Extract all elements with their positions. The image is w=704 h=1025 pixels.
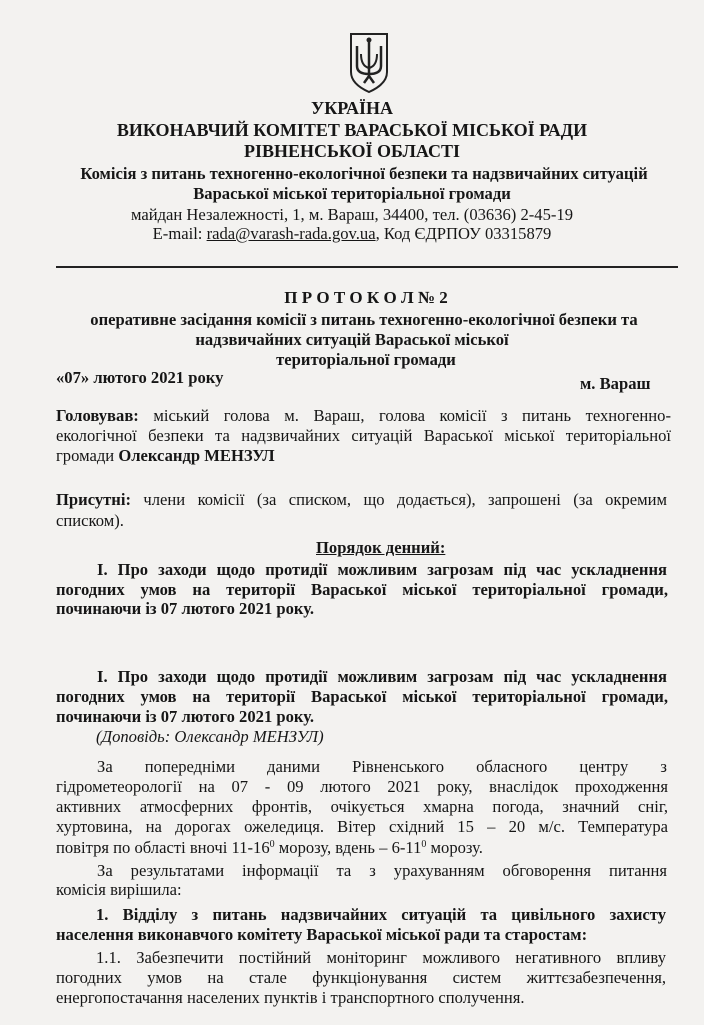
para1-line-3: активних атмосферних фронтів, очікується хмарна погода, значний сніг, bbox=[56, 797, 668, 816]
agenda-heading: Порядок денний: bbox=[316, 538, 446, 557]
protocol-subtitle-3: територіальної громади bbox=[276, 350, 456, 369]
protocol-place: м. Вараш bbox=[580, 374, 651, 393]
present-text-1: члени комісії (за списком, що додається), запрошені (за окремим bbox=[131, 490, 667, 509]
para2-line-2: комісія вирішила: bbox=[56, 880, 182, 899]
trident-emblem-icon bbox=[347, 32, 391, 94]
region-heading: РІВНЕНСЬКОЇ ОБЛАСТІ bbox=[244, 141, 460, 161]
decision1-line-2: населення виконавчого комітету Вараської міської ради та старостам: bbox=[56, 925, 588, 944]
protocol-subtitle-1: оперативне засідання комісії з питань техногенно-екологічної безпеки та bbox=[90, 310, 638, 329]
present-label: Присутні: bbox=[56, 490, 131, 509]
frost-end: морозу. bbox=[426, 838, 483, 857]
protocol-subtitle-2: надзвичайних ситуацій Вараської міської bbox=[195, 330, 509, 349]
chair-line-2: екологічної безпеки та надзвичайних ситуацій Вараської міської територіальної bbox=[56, 426, 671, 445]
chair-line-3 bbox=[56, 446, 275, 466]
email-label: E-mail: bbox=[152, 224, 207, 243]
header-divider bbox=[56, 266, 678, 268]
degree-mark: 0 bbox=[269, 839, 275, 850]
section-title-line-3: починаючи із 07 лютого 2021 року. bbox=[56, 707, 315, 726]
agenda-item-line-1: І. Про заходи щодо протидії можливим загрозам під час ускладнення bbox=[97, 560, 667, 579]
day-temp: морозу, вдень – 6-11 bbox=[274, 838, 422, 857]
decision11-line-1: 1.1. Забезпечити постійний моніторинг можливого негативного впливу bbox=[96, 948, 666, 967]
chair-line-1 bbox=[56, 406, 671, 426]
chair-label: Головував: bbox=[56, 406, 139, 425]
email-link[interactable]: rada@varash-rada.gov.ua bbox=[206, 224, 376, 243]
para1-line-5 bbox=[56, 838, 483, 858]
decision11-line-2: погодних умов на стале функціонування систем життєзабезпечення, bbox=[56, 968, 666, 987]
address-line: майдан Незалежності, 1, м. Вараш, 34400, тел. (03636) 2-45-19 bbox=[130, 205, 574, 224]
chair-text-1: міський голова м. Вараш, голова комісії з питань техногенно- bbox=[138, 406, 671, 425]
decision11-line-3: енергопостачання населених пунктів і транспортного сполучення. bbox=[56, 988, 525, 1007]
agenda-item-line-3: починаючи із 07 лютого 2021 року. bbox=[56, 599, 315, 618]
country-heading: УКРАЇНА bbox=[311, 98, 393, 118]
contact-line bbox=[0, 224, 704, 244]
present-line-2: списком). bbox=[56, 511, 124, 530]
commission-line-2: Вараської міської територіальної громади bbox=[193, 184, 511, 203]
para1-line-4: хуртовина, на дорогах ожеледиця. Вітер східний 15 – 20 м/с. Температура bbox=[56, 817, 668, 836]
chair-name: Олександр МЕНЗУЛ bbox=[118, 446, 275, 465]
section-title-line-2: погодних умов на території Вараської міської територіальної громади, bbox=[56, 687, 668, 706]
decision1-line-1: 1. Відділу з питань надзвичайних ситуацій та цивільного захисту bbox=[96, 905, 666, 924]
para2-line-1: За результатами інформації та з урахуванням обговорення питання bbox=[97, 861, 667, 880]
speaker-note bbox=[96, 727, 324, 747]
night-temp: повітря по області вночі 11-16 bbox=[56, 838, 270, 857]
committee-heading: ВИКОНАВЧИЙ КОМІТЕТ ВАРАСЬКОЇ МІСЬКОЇ РАДИ bbox=[116, 120, 588, 140]
speaker-text: (Доповідь: Олександр МЕНЗУЛ) bbox=[96, 727, 324, 746]
protocol-title: П Р О Т О К О Л № 2 bbox=[284, 288, 448, 307]
para1-line-2: гідрометеорології на 07 - 09 лютого 2021 року, внаслідок проходження bbox=[56, 777, 668, 796]
present-line-1 bbox=[56, 490, 667, 510]
edrpou-code: , Код ЄДРПОУ 03315879 bbox=[375, 224, 552, 243]
commission-line-1: Комісія з питань техногенно-екологічної безпеки та надзвичайних ситуацій bbox=[80, 164, 648, 183]
section-title-line-1: І. Про заходи щодо протидії можливим загрозам під час ускладнення bbox=[97, 667, 667, 686]
agenda-item-line-2: погодних умов на території Вараської міської територіальної громади, bbox=[56, 580, 668, 599]
para1-line-1: За попередніми даними Рівненського обласного центру з bbox=[97, 757, 667, 776]
degree-mark: 0 bbox=[421, 839, 427, 850]
chair-text-3: громади bbox=[56, 446, 119, 465]
protocol-date: «07» лютого 2021 року bbox=[56, 368, 224, 387]
